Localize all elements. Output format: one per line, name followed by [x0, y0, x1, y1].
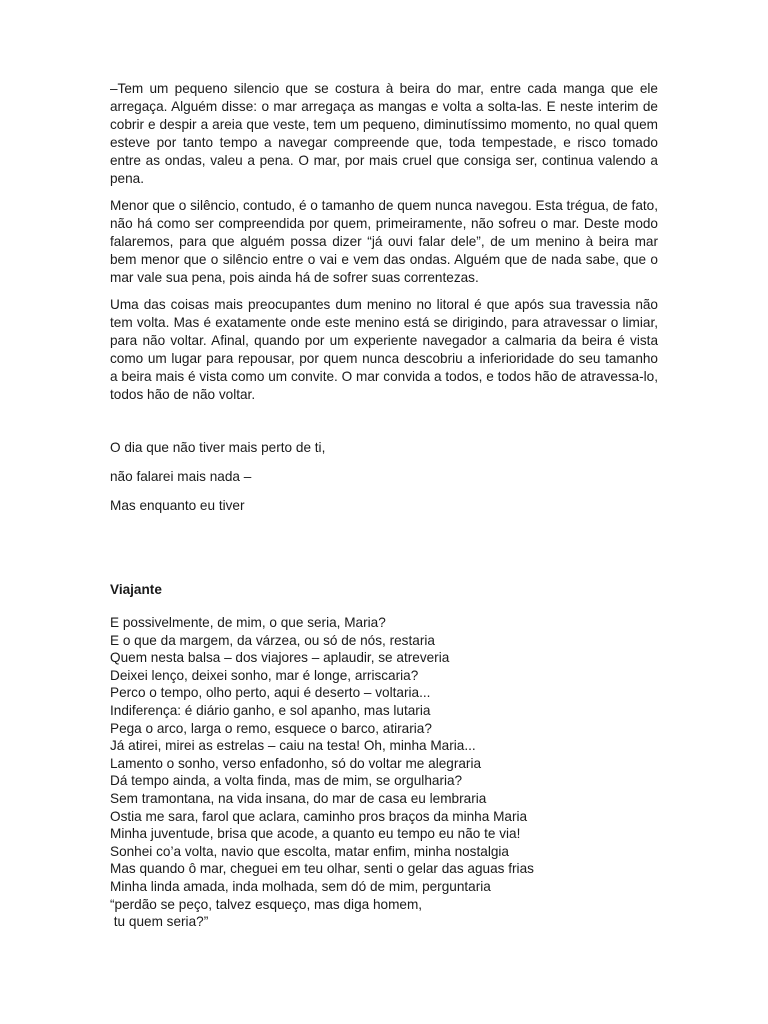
- prose-paragraph: –Tem um pequeno silencio que se costura à beira do mar, entre cada manga que ele arregaça. Alguém disse: o mar arregaça as mangas e volta a solta-las. E neste interim de cobrir e despir a areia que veste, tem um pequeno, diminutíssimo momento, no qual quem esteve por tanto tempo a navegar compreende que, toda tempestade, e risco tomado entre as ondas, valeu a pena. O mar, por mais cruel que consiga ser, continua valendo a pena.: [110, 81, 658, 186]
- poem-line: Minha linda amada, inda molhada, sem dó de mim, perguntaria: [110, 878, 491, 894]
- poem-body: [110, 614, 658, 931]
- verse-line: O dia que não tiver mais perto de ti,: [110, 440, 326, 455]
- poem-line: tu quem seria?”: [110, 914, 209, 930]
- poem-line: Deixei lenço, deixei sonho, mar é longe, arriscaria?: [110, 667, 419, 683]
- poem-line: Perco o tempo, olho perto, aqui é deserto – voltaria...: [110, 685, 431, 701]
- verse-line: não falarei mais nada –: [110, 469, 252, 484]
- prose-paragraph: Menor que o silêncio, contudo, é o tamanho de quem nunca navegou. Esta trégua, de fato, não há como ser compreendida por quem, primeiramente, não sofreu o mar. Deste modo falaremos, para que alguém possa dizer “já ouvi falar dele”, de um menino à beira mar bem menor que o silêncio entre o vai e vem das ondas. Alguém que de nada sabe, que o mar vale sua pena, pois ainda há de sofrer suas correntezas.: [110, 198, 658, 285]
- poem-title: Viajante: [110, 582, 162, 597]
- poem-line: Lamento o sonho, verso enfadonho, só do voltar me alegraria: [110, 755, 482, 771]
- poem-line: Mas quando ô mar, cheguei em teu olhar, senti o gelar das aguas frias: [110, 861, 534, 877]
- poem-line: Pega o arco, larga o remo, esquece o barco, atiraria?: [110, 720, 432, 736]
- poem-line: Indiferença: é diário ganho, e sol apanho, mas lutaria: [110, 702, 431, 718]
- poem-line: E possivelmente, de mim, o que seria, Maria?: [110, 615, 386, 630]
- poem-line: Já atirei, mirei as estrelas – caiu na testa! Oh, minha Maria...: [110, 738, 476, 754]
- poem-line: Ostia me sara, farol que aclara, caminho pros braços da minha Maria: [110, 808, 528, 824]
- prose-section: [110, 80, 658, 404]
- poem-line: Sonhei co’a volta, navio que escolta, matar enfim, minha nostalgia: [110, 843, 509, 859]
- verse-line: Mas enquanto eu tiver: [110, 498, 245, 513]
- poem-line: Dá tempo ainda, a volta finda, mas de mim, se orgulharia?: [110, 773, 463, 789]
- prose-paragraph: Uma das coisas mais preocupantes dum menino no litoral é que após sua travessia não tem volta. Mas é exatamente onde este menino está se dirigindo, para atravessar o limiar, para não voltar. Afinal, quando por um experiente navegador a calmaria da beira é vista como um lugar para repousar, por quem nunca descobriu a inferioridade do seu tamanho a beira mais é vista como um convite. O mar convida a todos, e todos hão de atravessa-lo, todos hão de não voltar.: [110, 297, 658, 402]
- poem-line: E o que da margem, da várzea, ou só de nós, restaria: [110, 632, 435, 648]
- poem-line: “perdão se peço, talvez esqueço, mas diga homem,: [110, 896, 423, 912]
- poem-line: Quem nesta balsa – dos viajores – aplaudir, se atreveria: [110, 650, 450, 666]
- poem-line: Minha juventude, brisa que acode, a quanto eu tempo eu não te via!: [110, 826, 521, 842]
- document-page: [110, 80, 658, 931]
- verse-fragment: [110, 439, 658, 515]
- poem-line: Sem tramontana, na vida insana, do mar de casa eu lembraria: [110, 790, 487, 806]
